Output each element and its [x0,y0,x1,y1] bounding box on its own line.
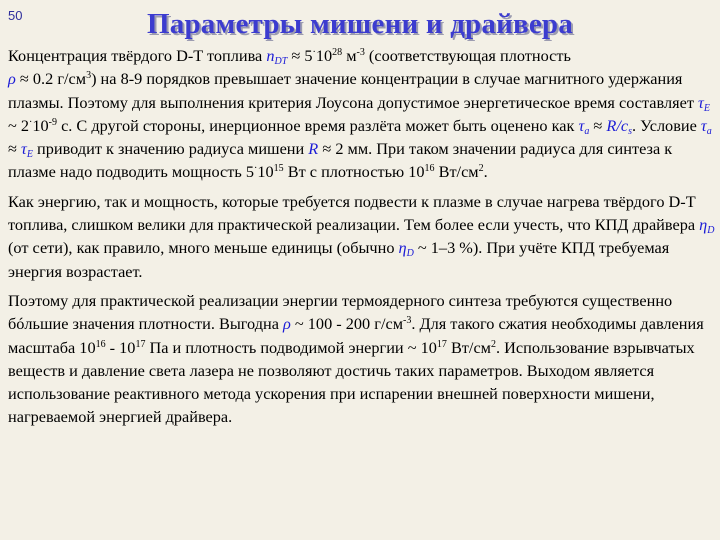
symbol-r: R [308,139,319,159]
slide-title: Параметры мишени и драйвера [147,8,573,40]
symbol-rho-2: ρ [283,314,291,334]
symbol-n: $n_{DT}$ [266,46,288,67]
symbol-tau-e-2: $\tau_E$ [21,139,33,161]
slide-body [8,44,716,435]
symbol-r-over-cs: $R/c_s$ [606,115,632,137]
symbol-eta-d-2: $\eta_D$ [398,238,414,260]
slide-number: 50 [8,8,23,23]
symbol-tau-e: $\tau_E$ [698,92,710,114]
symbol-eta-d: $\eta_D$ [699,215,715,237]
paragraph-concentration: Концентрация твёрдого D-T топлива $n_{DT} \approx 5^\cdot 10^{28}$ $м^{-3}$ (соответствующая плотность ρ ≈ 0.2 $г/см^3$) на 8-9 порядков превышает значение концентрации в случае магнитного удержания плазмы. Поэтому для выполнения критерия Лоусона допустимое энергетическое время составляет $\tau_E$ ~ $2^\cdot 10^{-9}$ с. С другой стороны, инерционное время разлёта может быть оценено как $\tau_a \approx R/c_s$. Условие $\tau_a \approx \tau_E$ приводит к значению радиуса мишени R ≈ 2 мм. При таком значении радиуса для синтеза к плазме надо подводить мощность $5^\cdot 10^{15}$ Вт с плотностью $10^{16}$ $Вт/см^2$. [8,46,712,182]
paragraph-energy-power: Как энергию, так и мощность, которые требуется подвести к плазме в случае нагрева твёрдого D-T топлива, слишком велики для практической реализации. Тем более если учесть, что КПД драйвера $\eta_D$ (от сети), как правило, много меньше единицы (обычно $\eta_D$ ~ 1–3 %). При учёте КПД требуемая энергия возрастает. [8,191,715,281]
symbol-tau-a: $\tau_a$ [578,115,590,137]
paragraph-density: Поэтому для практической реализации энергии термоядерного синтеза требуются существенно бóльшие значения плотности. Выгодна ρ ~ 100 - 200 $г/см^{-3}$. Для такого сжатия необходимы давления масштаба $10^{16} - 10^{17}$ Па и плотность подводимой энергии ~ $10^{17}$ $Вт/см^2$. Использование взрывчатых веществ и давление света лазера не позволяют достичь таких параметров. Выходом является использование реактивного метода ускорения при испарении внешней поверхности мишени, нагреваемой энергией драйвера. [8,290,704,427]
symbol-rho: ρ [8,69,16,89]
symbol-tau-a-2: $\tau_a$ [700,115,712,137]
text-run: Концентрация твёрдого D-T топлива [8,46,267,65]
